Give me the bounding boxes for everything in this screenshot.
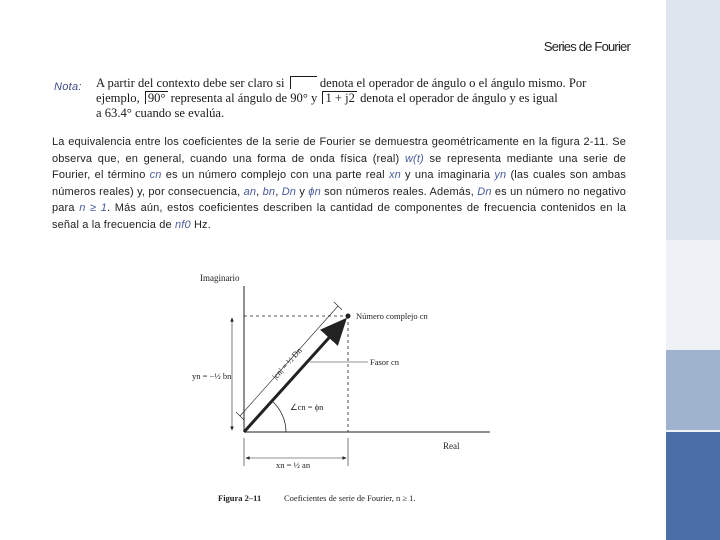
- sidebar-block-dark: [666, 432, 720, 540]
- angle-arc: [272, 401, 286, 432]
- note-box: [96, 76, 608, 122]
- phasor-label: Fasor cn: [370, 357, 400, 367]
- figure-caption-text: Coeficientes de serie de Fourier, n ≥ 1.: [284, 493, 416, 503]
- angle-operator-symbol: [290, 76, 317, 89]
- imaginary-axis-label: Imaginario: [200, 273, 240, 283]
- angle-90-example: 90°: [145, 91, 168, 104]
- phasor-diagram: [190, 244, 518, 506]
- sidebar-block-light: [666, 0, 720, 240]
- phasor-arrow: [244, 320, 345, 432]
- angle-complex-example: 1 + j2: [322, 91, 357, 104]
- figure-caption-number: Figura 2–11: [218, 493, 262, 503]
- body-paragraph: La equivalencia entre los coeficientes de la serie de Fourier se demuestra geométricamente en la figura 2-11. Se observa que, en general, cuando una forma de onda física (real) w(t) se representa mediante una serie de Fourier, el término cn es un número complejo con una parte real xn y una imaginaria yn (las cuales son ambas números reales) y, por consecuencia, an, bn, Dn y ϕn son números reales. Además, Dn es un número no negativo para n ≥ 1. Más aún, estos coeficientes describen la cantidad de componentes de frecuencia contenidos en la señal a la frecuencia de nf0 Hz.: [52, 136, 627, 231]
- figure-2-11: [190, 244, 518, 506]
- xn-label: xn = ½ an: [276, 460, 311, 470]
- note-label: Nota:: [54, 81, 82, 93]
- complex-point: [346, 314, 351, 319]
- complex-number-label: Número complejo cn: [356, 311, 428, 321]
- note-text: A partir del contexto debe ser claro si denota el operador de ángulo o el ángulo mismo. Por ejemplo, 90° representa al ángulo de 90° y 1 + j2 denota el operador de ángulo y es igual a 63.4° cuando se evalúa.: [96, 76, 587, 120]
- magnitude-label: |cn| = ½ Dn: [270, 345, 304, 382]
- yn-label: yn = −½ bn: [192, 371, 232, 381]
- slide-title: Series de Fourier: [543, 39, 630, 54]
- angle-label: ∠cn = ϕn: [290, 402, 324, 412]
- real-axis-label: Real: [443, 441, 460, 451]
- sidebar-block-mid: [666, 350, 720, 430]
